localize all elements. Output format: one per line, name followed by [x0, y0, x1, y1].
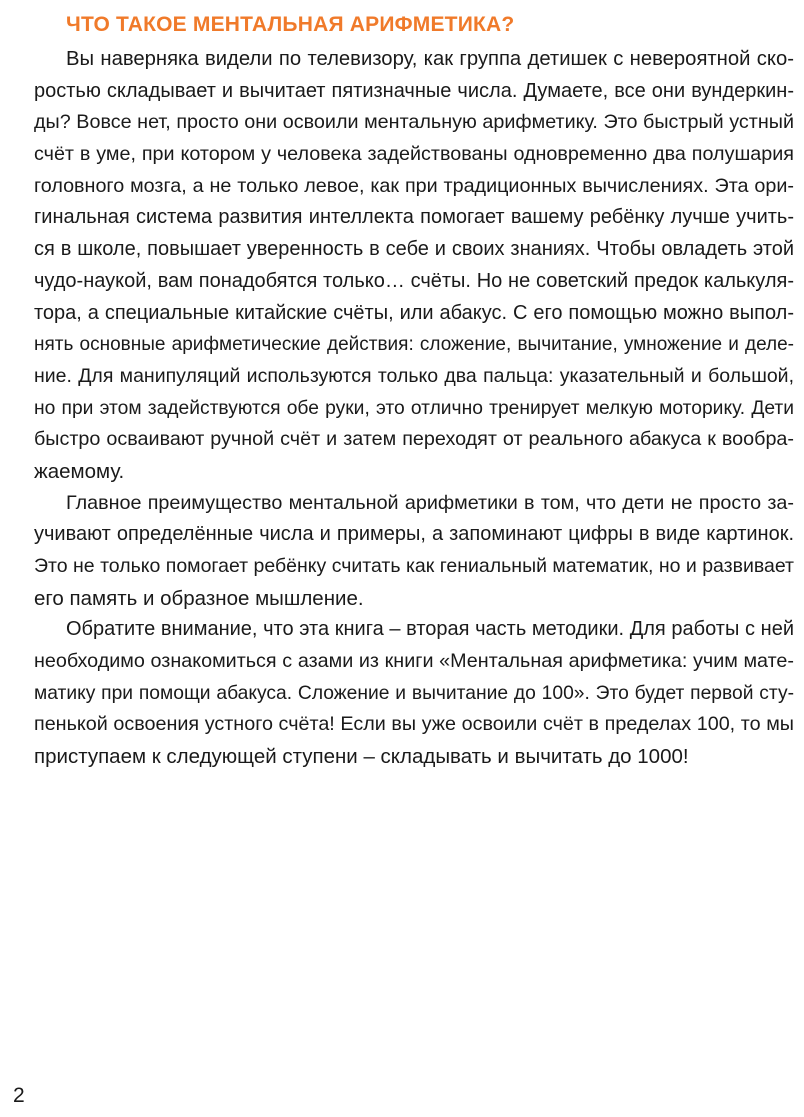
- text-line: ды? Вовсе нет, просто они освоили ментальную арифметику. Это быстрый устный: [34, 111, 794, 134]
- text-line: необходимо ознакомиться с азами из книги «Ментальная арифметика: учим мате-: [34, 650, 794, 673]
- text-line: нять основные арифметические действия: сложение, вычитание, умножение и деле-: [34, 334, 794, 356]
- text-line: учивают определённые числа и примеры, а запоминают цифры в виде картинок.: [34, 523, 794, 546]
- text-line: пенькой освоения устного счёта! Если вы уже освоили счёт в пределах 100, то мы: [34, 713, 794, 736]
- text-line: Главное преимущество ментальной арифметики в том, что дети не просто за-: [66, 491, 794, 514]
- text-line: но при этом задействуются обе руки, это отлично тренирует мелкую моторику. Дети: [34, 397, 794, 419]
- text-line: ростью складывает и вычитает пятизначные числа. Думаете, все они вундеркин-: [34, 79, 794, 102]
- text-line: его память и образное мышление.: [34, 586, 364, 610]
- text-line: гинальная система развития интеллекта помогает вашему ребёнку лучше учить-: [34, 206, 794, 229]
- text-line: Вы наверняка видели по телевизору, как группа детишек с невероятной ско-: [66, 48, 794, 70]
- body-text: [34, 44, 794, 773]
- paragraph-3: [34, 614, 794, 772]
- paragraph-2: [34, 488, 794, 615]
- text-line: счёт в уме, при котором у человека задействованы одновременно два полушария: [34, 143, 794, 166]
- text-line: Обратите внимание, что эта книга – вторая часть методики. Для работы с ней: [66, 618, 794, 641]
- page-number: 2: [13, 1084, 25, 1107]
- text-line: ние. Для манипуляций используются только два пальца: указательный и большой,: [34, 364, 794, 387]
- text-line: Это не только помогает ребёнку считать как гениальный математик, но и развивает: [34, 555, 794, 577]
- text-line: головного мозга, а не только левое, как при традиционных вычислениях. Эта ори-: [34, 174, 794, 197]
- paragraph-1: [34, 44, 794, 488]
- text-line: матику при помощи абакуса. Сложение и вычитание до 100». Это будет первой сту-: [34, 682, 794, 704]
- text-line: ся в школе, повышает уверенность в себе и своих знаниях. Чтобы овладеть этой: [34, 238, 794, 261]
- text-line: быстро осваивают ручной счёт и затем переходят от реального абакуса к вообра-: [34, 428, 794, 451]
- text-line: приступаем к следующей ступени – складывать и вычитать до 1000!: [34, 745, 689, 769]
- text-line: чудо-наукой, вам понадобятся только… счёты. Но не советский предок калькуля-: [34, 269, 794, 292]
- text-line: тора, а специальные китайские счёты, или абакус. С его помощью можно выпол-: [34, 301, 794, 324]
- page-heading: ЧТО ТАКОЕ МЕНТАЛЬНАЯ АРИФМЕТИКА?: [66, 13, 515, 36]
- text-line: жаемому.: [34, 459, 125, 483]
